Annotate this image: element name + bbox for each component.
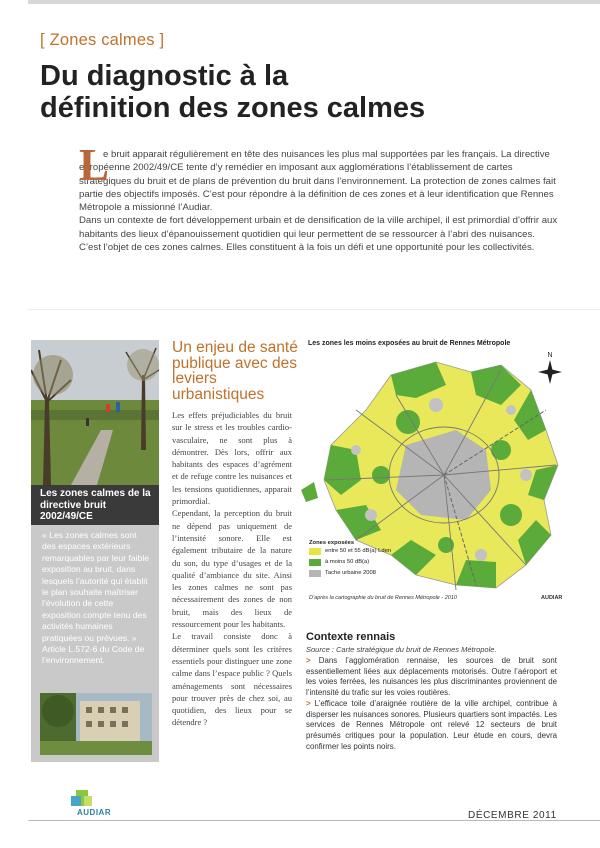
map-legend bbox=[309, 540, 469, 579]
sidebar-quote: « Les zones calmes sont des espaces extérieurs remarquables par leur faible exposition au bruit, dans lesquels l’autorité qui établit le plan souhaite maîtriser l’évolution de cette exposition compte tenu des activités humaines pratiquées ou prévues. » Article L.572-6 du Code de l’environnement. bbox=[42, 530, 150, 666]
title-line-2: définition des zones calmes bbox=[40, 92, 426, 124]
sidebar-heading: Les zones calmes de la directive bruit 2002/49/CE bbox=[40, 488, 151, 522]
drop-cap: L bbox=[79, 140, 110, 190]
intro-text bbox=[79, 140, 559, 254]
middle-paragraph-1: Les effets préjudiciables du bruit sur le stress et les troubles cardio-vasculaire, ne sont plus à démontrer. Dès lors, offrir aux habitants des espaces d’agrément et de refuge contre les nuisances et les tensions quotidiennes, apparait primordial. bbox=[172, 410, 292, 507]
north-label: N bbox=[547, 352, 553, 359]
legend-label: Tache urbaine 2008 bbox=[325, 570, 376, 576]
park-photo bbox=[31, 340, 159, 485]
divider bbox=[28, 309, 600, 310]
page-title bbox=[40, 60, 560, 124]
map-source: D’après la cartographie du bruit de Rennes Métropole - 2010 bbox=[309, 595, 457, 601]
intro-paragraph-1: e bruit apparait régulièrement en tête des nuisances les plus mal supportées par les français. La directive européenne 2002/49/CE tente d’y remédier en imposant aux agglomérations l’établissement de cartes stratégiques du bruit et de plans de prévention du bruit dans l’environnement. La protection de zones calmes fait partie des objectifs imposés. C’est pour répondre à la définition de ces zones et à leur identification que Rennes Métropole a missionné l’Audiar. bbox=[79, 149, 556, 214]
section-title: Un enjeu de santé publique avec des leviers urbanistiques bbox=[172, 339, 298, 403]
north-arrow bbox=[538, 352, 562, 384]
issue-date: DÉCEMBRE 2011 bbox=[468, 810, 557, 821]
map-title: Les zones les moins exposées au bruit de Rennes Métropole bbox=[308, 340, 511, 347]
legend-item bbox=[309, 558, 469, 568]
arrow-icon: > bbox=[306, 698, 311, 708]
context-title: Contexte rennais bbox=[306, 631, 396, 643]
legend-label: à moins 50 dB(a) bbox=[325, 559, 370, 565]
context-paragraph-1: Dans l’agglomération rennaise, les sources de bruit sont essentiellement liées aux déplacements motorisés. Outre l’aéroport et les voies ferrées, les nuisances les plus discriminantes proviennent de l’intensité du trafic sur les voies routières. bbox=[306, 656, 557, 698]
legend-title: Zones exposées bbox=[309, 540, 355, 546]
building-photo bbox=[40, 693, 152, 755]
logo-text: AUDIAR bbox=[77, 808, 112, 817]
top-bar bbox=[28, 0, 600, 4]
context-text bbox=[306, 656, 557, 752]
arrow-icon: > bbox=[306, 656, 311, 665]
legend-swatch bbox=[309, 570, 321, 577]
legend-item bbox=[309, 547, 469, 557]
middle-paragraph-2: Cependant, la perception du bruit ne dépend pas uniquement de l’intensité sonore. Elle est également tributaire de la nature du son, du type d’usages et de la qualité d’ambiance du site. Ainsi les zones calmes ne sont pas nécessairement des zones de non bruit, mais des lieux de ressourcement pour les habitants. bbox=[172, 508, 292, 630]
middle-text bbox=[172, 409, 292, 729]
legend-swatch bbox=[309, 548, 321, 555]
context-paragraph-2: L’efficace toile d’araignée routière de la ville archipel, contribue à disperser les nuisances sonores. Plusieurs quartiers sont impactés. Les services de Rennes Métropole ont relevé 12 secteurs de bruit présumés critiques pour la population. Leur étude en cours, devra confirmer les points noirs. bbox=[306, 698, 557, 751]
legend-swatch bbox=[309, 559, 321, 566]
context-source: Source : Carte stratégique du bruit de Rennes Métropole. bbox=[306, 645, 497, 654]
legend-label: entre 50 et 55 dB(a) Lden bbox=[325, 548, 392, 554]
middle-paragraph-3: Le travail consiste donc à déterminer quels sont les critères essentiels pour distinguer une zone calme dans l’espace public ? Quels aménagements sont nécessaires pour trouver près de chez soi, au quotidien, des lieux pour se détendre ? bbox=[172, 631, 292, 728]
title-line-1: Du diagnostic à la bbox=[40, 60, 289, 92]
section-rubric: [ Zones calmes ] bbox=[40, 31, 165, 49]
map-credit: AUDIAR bbox=[541, 595, 563, 601]
legend-item bbox=[309, 569, 469, 579]
intro-paragraph-2: Dans un contexte de fort développement urbain et de densification de la ville archipel, il est primordial d’offrir aux habitants des lieux d’épanouissement quotidien qui leur permettent de se ressourcer à l’abri des nuisances. C’est l’objet de ces zones calmes. Elles constituent à la fois un défi et une opportunité pour les collectivités. bbox=[79, 215, 558, 254]
